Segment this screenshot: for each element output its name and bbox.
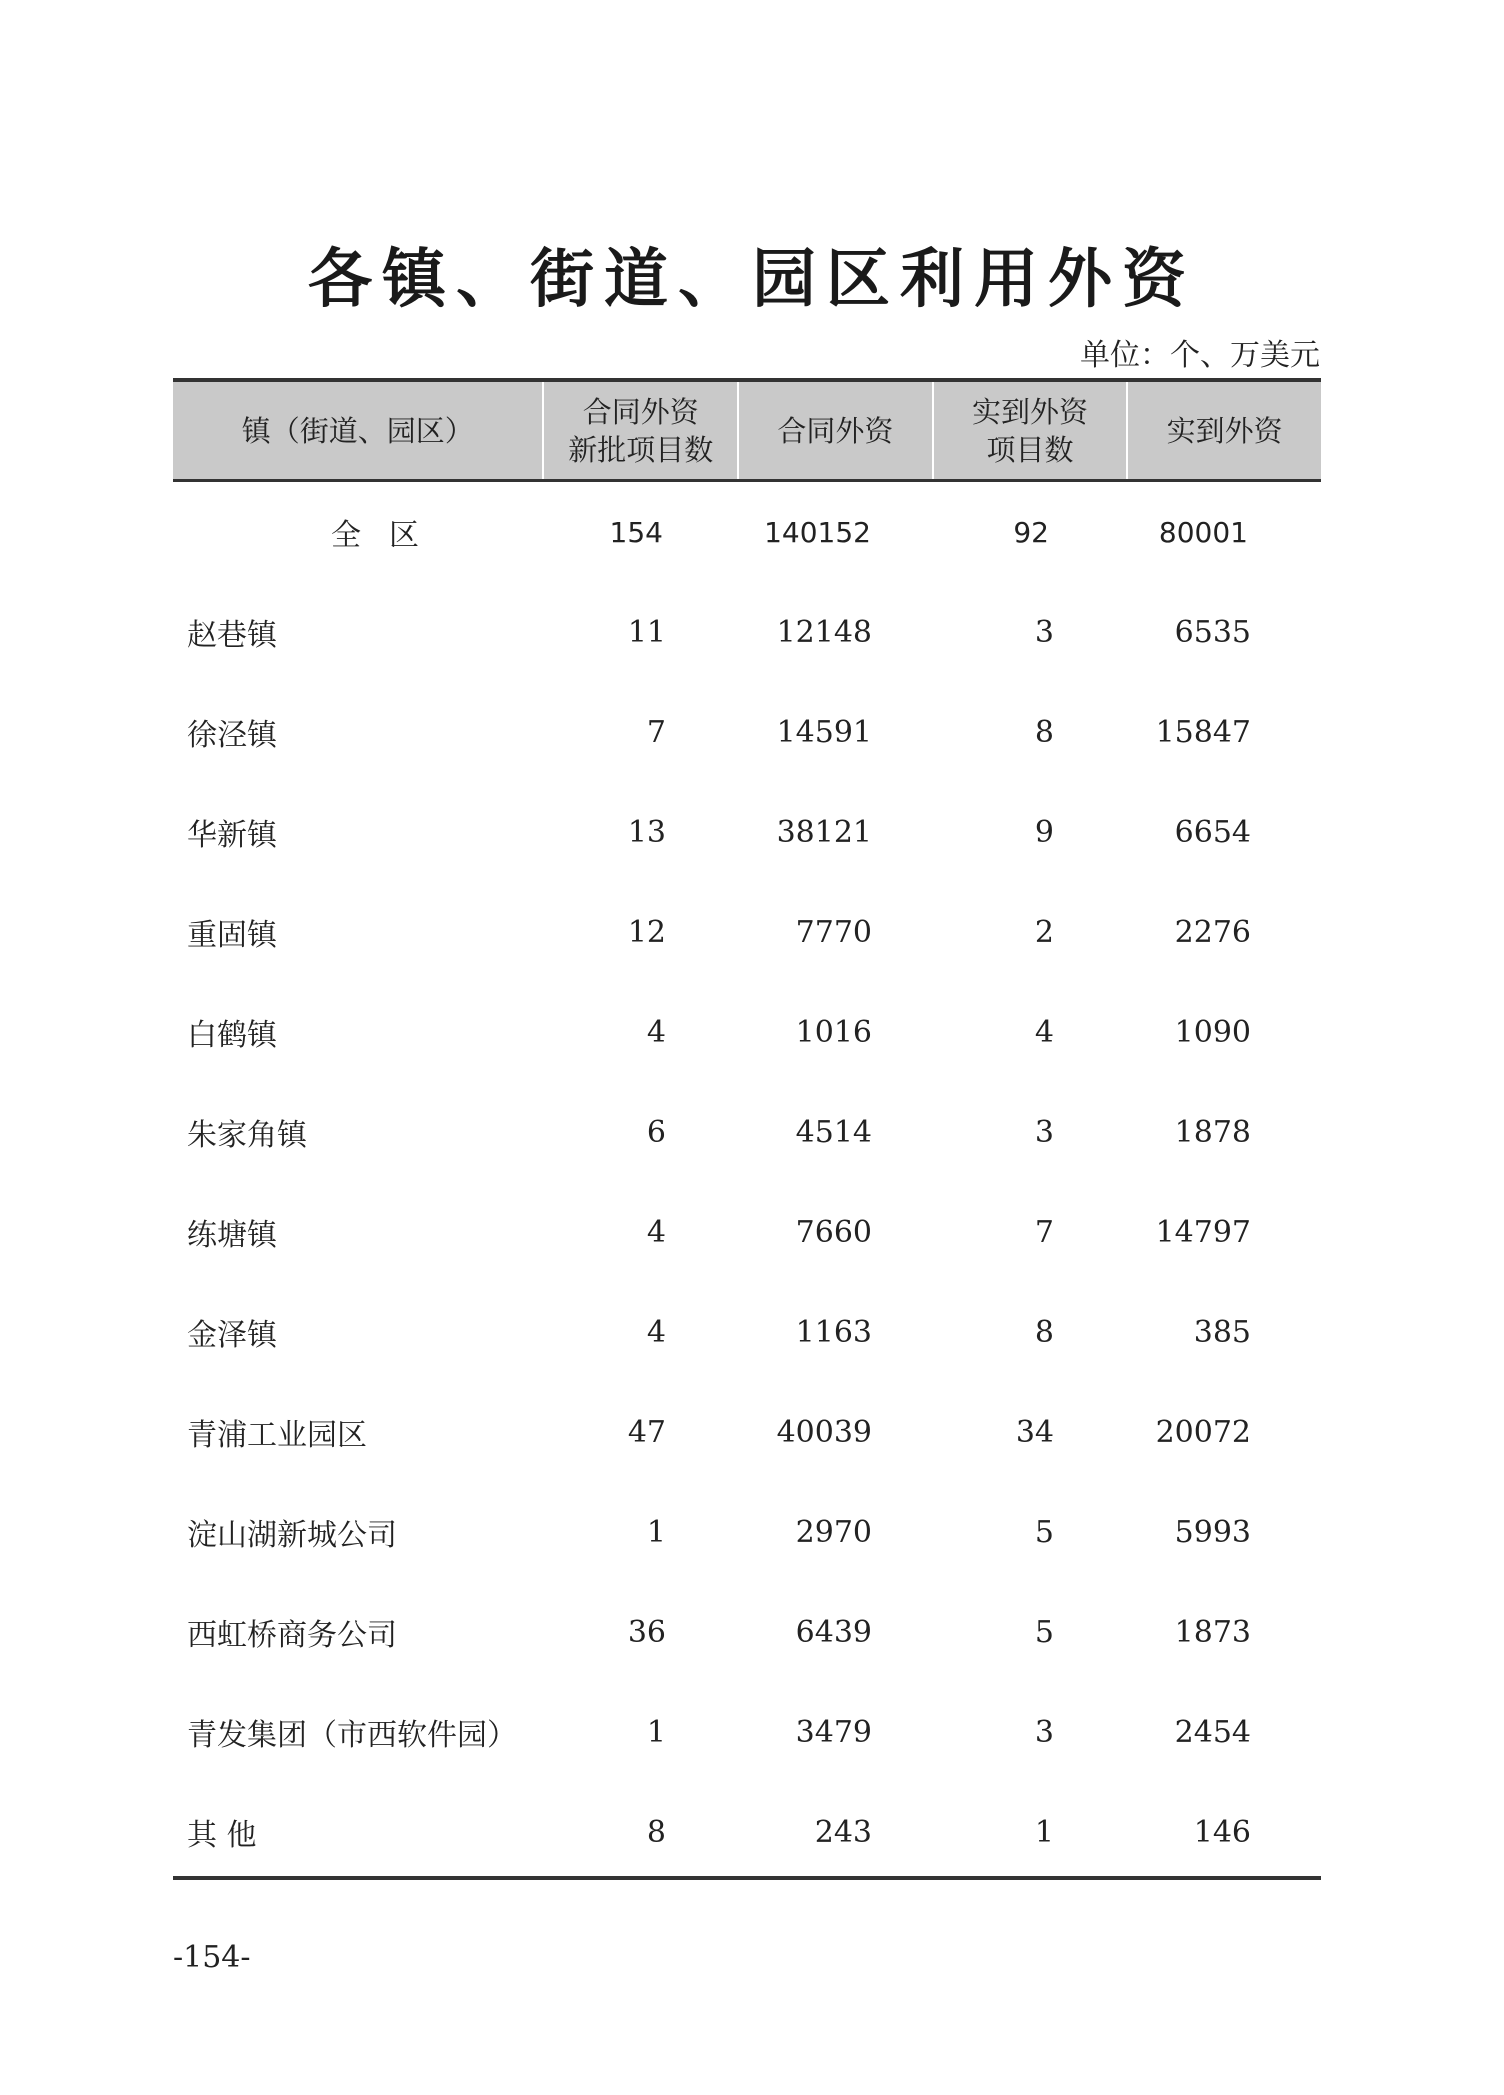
row-actual-fdi: 146: [1193, 1814, 1251, 1850]
total-actual-fdi: 80001: [1158, 515, 1248, 549]
row-actual-projects: 8: [1034, 714, 1054, 750]
row-new-projects: 36: [627, 1614, 666, 1650]
row-contract-fdi: 1163: [795, 1314, 872, 1350]
header-actual-fdi: 实到外资: [1126, 382, 1321, 479]
table-row: [173, 1182, 1321, 1282]
row-new-projects: 11: [627, 614, 666, 650]
row-actual-fdi: 2454: [1174, 1714, 1251, 1750]
header-district: 镇（街道、园区）: [241, 413, 474, 448]
total-new-projects: 154: [609, 515, 663, 549]
page-number: -154-: [173, 1940, 251, 1975]
table-row: [173, 1382, 1321, 1482]
row-actual-projects: 7: [1034, 1214, 1054, 1250]
row-name: 金泽镇: [187, 1318, 277, 1353]
table-body: [173, 582, 1321, 1882]
row-actual-projects: 3: [1034, 1714, 1054, 1750]
table-row: [173, 1582, 1321, 1682]
row-contract-fdi: 2970: [795, 1514, 872, 1550]
row-name: 白鹤镇: [187, 1018, 277, 1053]
row-contract-fdi: 38121: [776, 814, 872, 850]
table-row: [173, 682, 1321, 782]
row-name: 其 他: [187, 1818, 257, 1853]
header-new-projects: 合同外资 新批项目数: [542, 382, 737, 479]
row-name: 华新镇: [187, 818, 277, 853]
row-actual-fdi: 1878: [1174, 1114, 1251, 1150]
page-title: 各镇、街道、园区利用外资: [308, 243, 1196, 317]
row-actual-projects: 3: [1034, 1114, 1054, 1150]
row-actual-projects: 3: [1034, 614, 1054, 650]
row-new-projects: 1: [646, 1714, 666, 1750]
row-new-projects: 12: [627, 914, 666, 950]
row-actual-fdi: 385: [1193, 1314, 1251, 1350]
row-actual-projects: 5: [1034, 1514, 1054, 1550]
row-name: 徐泾镇: [187, 718, 277, 753]
total-contract-fdi: 140152: [764, 515, 871, 549]
row-actual-projects: 2: [1034, 914, 1054, 950]
table-bottom-rule: [173, 1876, 1321, 1880]
row-contract-fdi: 12148: [776, 614, 872, 650]
row-new-projects: 13: [627, 814, 666, 850]
row-new-projects: 8: [646, 1814, 666, 1850]
total-name: 全区: [331, 518, 447, 553]
row-name: 练塘镇: [187, 1218, 277, 1253]
row-actual-fdi: 2276: [1174, 914, 1251, 950]
row-contract-fdi: 40039: [776, 1414, 872, 1450]
row-actual-projects: 34: [1015, 1414, 1054, 1450]
row-new-projects: 6: [646, 1114, 666, 1150]
data-table: [173, 378, 1321, 1880]
table-row: [173, 1082, 1321, 1182]
row-name: 朱家角镇: [187, 1118, 307, 1153]
row-new-projects: 4: [646, 1214, 666, 1250]
row-actual-fdi: 1873: [1174, 1614, 1251, 1650]
row-actual-projects: 9: [1034, 814, 1054, 850]
total-row: [173, 482, 1321, 582]
row-contract-fdi: 7660: [795, 1214, 872, 1250]
row-contract-fdi: 243: [814, 1814, 872, 1850]
row-actual-projects: 4: [1034, 1014, 1054, 1050]
row-actual-fdi: 15847: [1155, 714, 1251, 750]
row-actual-fdi: 6654: [1174, 814, 1251, 850]
table-row: [173, 882, 1321, 982]
row-name: 青发集团（市西软件园）: [187, 1718, 517, 1753]
row-contract-fdi: 7770: [795, 914, 872, 950]
row-actual-projects: 5: [1034, 1614, 1054, 1650]
row-name: 重固镇: [187, 918, 277, 953]
row-actual-fdi: 6535: [1174, 614, 1251, 650]
header-contract-fdi: 合同外资: [737, 382, 932, 479]
table-header: [173, 382, 1321, 482]
table-row: [173, 782, 1321, 882]
row-actual-fdi: 1090: [1174, 1014, 1251, 1050]
row-new-projects: 4: [646, 1014, 666, 1050]
row-actual-fdi: 20072: [1155, 1414, 1251, 1450]
row-contract-fdi: 1016: [795, 1014, 872, 1050]
header-actual-projects: 实到外资 项目数: [932, 382, 1127, 479]
row-new-projects: 47: [627, 1414, 666, 1450]
row-new-projects: 1: [646, 1514, 666, 1550]
row-new-projects: 4: [646, 1314, 666, 1350]
row-contract-fdi: 3479: [795, 1714, 872, 1750]
row-name: 赵巷镇: [187, 618, 277, 653]
table-row: [173, 1682, 1321, 1782]
table-row: [173, 1482, 1321, 1582]
row-name: 西虹桥商务公司: [187, 1618, 397, 1653]
table-row: [173, 982, 1321, 1082]
table-row: [173, 582, 1321, 682]
row-actual-fdi: 5993: [1174, 1514, 1251, 1550]
row-contract-fdi: 6439: [795, 1614, 872, 1650]
row-new-projects: 7: [646, 714, 666, 750]
table-row: [173, 1782, 1321, 1882]
row-actual-projects: 8: [1034, 1314, 1054, 1350]
unit-label: 单位：个、万美元: [1080, 338, 1320, 373]
row-actual-projects: 1: [1034, 1814, 1054, 1850]
row-name: 淀山湖新城公司: [187, 1518, 397, 1553]
row-actual-fdi: 14797: [1155, 1214, 1251, 1250]
total-actual-projects: 92: [1013, 515, 1049, 549]
row-contract-fdi: 4514: [795, 1114, 872, 1150]
row-name: 青浦工业园区: [187, 1418, 367, 1453]
row-contract-fdi: 14591: [776, 714, 872, 750]
table-row: [173, 1282, 1321, 1382]
